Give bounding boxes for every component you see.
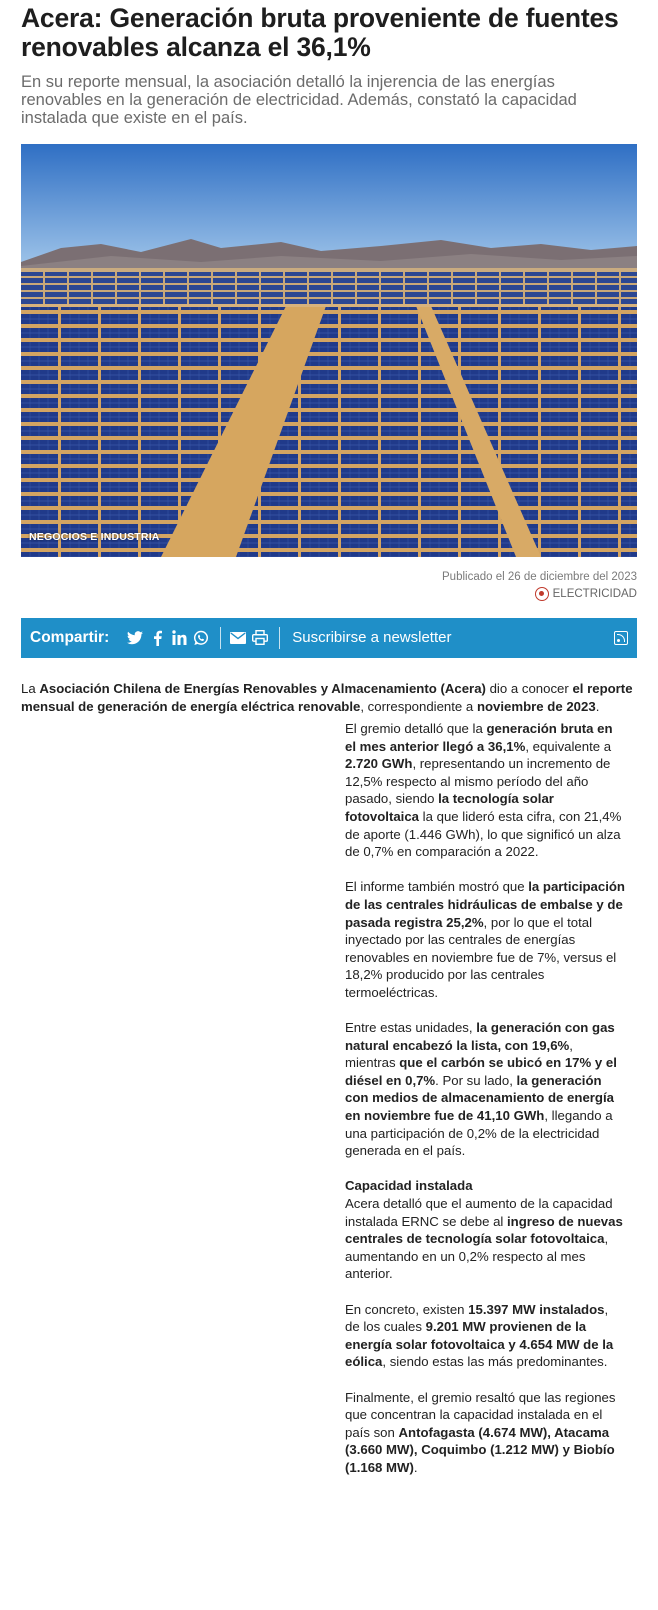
newsletter-link[interactable]: Suscribirse a newsletter (292, 629, 452, 646)
body-bold: 2.720 GWh (345, 756, 413, 772)
intro-bold: el reporte mensual de generación de energía eléctrica renovable (21, 680, 633, 714)
body-text: En concreto, existen (345, 1301, 469, 1317)
hero-image (21, 144, 637, 557)
publish-date: Publicado el 26 de diciembre del 2023 (442, 571, 637, 583)
share-divider (220, 627, 221, 649)
article-lead: En su reporte mensual, la asociación detalló la injerencia de las energías renovables en la generación de electricidad. Además, constató la capacidad instalada que existe en el país. (21, 73, 577, 127)
body-paragraph (345, 720, 625, 861)
body-text: , aumentando en un 0,2% respecto al mes anterior. (345, 1231, 609, 1282)
body-paragraph (345, 1389, 625, 1477)
intro-text: dio a conocer (485, 680, 573, 696)
body-bold: 9.201 MW provienen de la energía solar fotovoltaica y 4.654 MW de la eólica (345, 1319, 614, 1370)
body-bold: ingreso de nuevas centrales de tecnología solar fotovoltaica (345, 1213, 623, 1247)
body-text: Finalmente, el gremio resaltó que las regiones que concentran la capacidad instalada en el país son (345, 1389, 616, 1440)
body-bold: Antofagasta (4.674 MW), Atacama (3.660 MW), Coquimbo (1.212 MW) y Biobío (1.168 MW) (345, 1424, 615, 1475)
body-paragraph (345, 1301, 625, 1371)
body-text: , por lo que el total inyectado por las centrales de energías renovables en noviembre fue de 7%, versus el 18,2% producido por las centrales termoeléctricas. (345, 914, 617, 1000)
body-text: . Por su lado, (435, 1072, 517, 1088)
body-bold: la generación con gas natural encabezó la lista, con 19,6% (345, 1020, 615, 1053)
body-text: Acera detalló que el aumento de la capacidad instalada ERNC se debe al (345, 1196, 613, 1229)
body-paragraph (345, 1177, 625, 1283)
category-label: ELECTRICIDAD (552, 587, 637, 600)
body-bold: la tecnología solar fotovoltaica (345, 791, 554, 824)
section-heading: Capacidad instalada (345, 1178, 473, 1194)
article-intro (21, 680, 637, 716)
image-category-tag: NEGOCIOS E INDUSTRIA (29, 531, 160, 543)
body-bold: que el carbón se ubicó en 17% y el diésel en 0,7% (345, 1055, 617, 1088)
article-meta (21, 569, 637, 602)
intro-text: , correspondiente a (360, 698, 477, 714)
article-body (345, 720, 625, 1494)
linkedin-icon[interactable] (170, 629, 188, 647)
body-text: , de los cuales (345, 1301, 609, 1335)
body-text: . (413, 1459, 418, 1475)
article-title: Acera: Generación bruta proveniente de fuentes renovables alcanza el 36,1% (21, 3, 619, 62)
twitter-icon[interactable] (126, 629, 144, 647)
body-paragraph (345, 878, 625, 1001)
email-icon[interactable] (229, 629, 247, 647)
body-text: , siendo estas las más predominantes. (382, 1354, 608, 1370)
body-text: , llegando a una participación de 0,2% de la electricidad generada en el país. (345, 1108, 613, 1159)
body-bold: la generación con medios de almacenamiento de energía en noviembre fue de 41,10 GWh (345, 1072, 614, 1124)
intro-bold: noviembre de 2023 (476, 698, 596, 714)
intro-text: . (595, 698, 600, 714)
print-icon[interactable] (251, 629, 269, 647)
whatsapp-icon[interactable] (192, 629, 210, 647)
category-icon (535, 587, 549, 601)
body-text: la que lideró esta cifra, con 21,4% de aporte (1.446 GWh), lo que significó un alza de 0,7% en comparación a 2022. (345, 808, 622, 860)
share-label: Compartir: (30, 628, 110, 646)
body-text: Entre estas unidades, (345, 1020, 477, 1036)
facebook-icon[interactable] (148, 629, 166, 647)
body-text: , equivalente a (525, 738, 612, 754)
body-paragraph (345, 1019, 625, 1160)
body-bold: 15.397 MW instalados (468, 1301, 605, 1317)
rss-icon[interactable] (614, 631, 628, 645)
intro-bold: Asociación Chilena de Energías Renovables y Almacenamiento (Acera) (39, 680, 486, 696)
body-bold: la participación de las centrales hidráulicas de embalse y de pasada registra 25,2% (345, 879, 625, 930)
body-text: El gremio detalló que la (345, 721, 487, 736)
solar-farm-photo (21, 144, 637, 557)
body-text: , representando un incremento de 12,5% respecto al mismo período del año pasado, siendo (345, 756, 611, 807)
intro-text: La (21, 680, 40, 696)
category-link[interactable] (535, 586, 637, 602)
share-bar (21, 618, 637, 658)
body-text: , mientras (345, 1037, 573, 1071)
body-bold: generación bruta en el mes anterior llegó a 36,1% (345, 721, 613, 754)
body-text: El informe también mostró que (345, 879, 529, 895)
share-divider (279, 627, 280, 649)
